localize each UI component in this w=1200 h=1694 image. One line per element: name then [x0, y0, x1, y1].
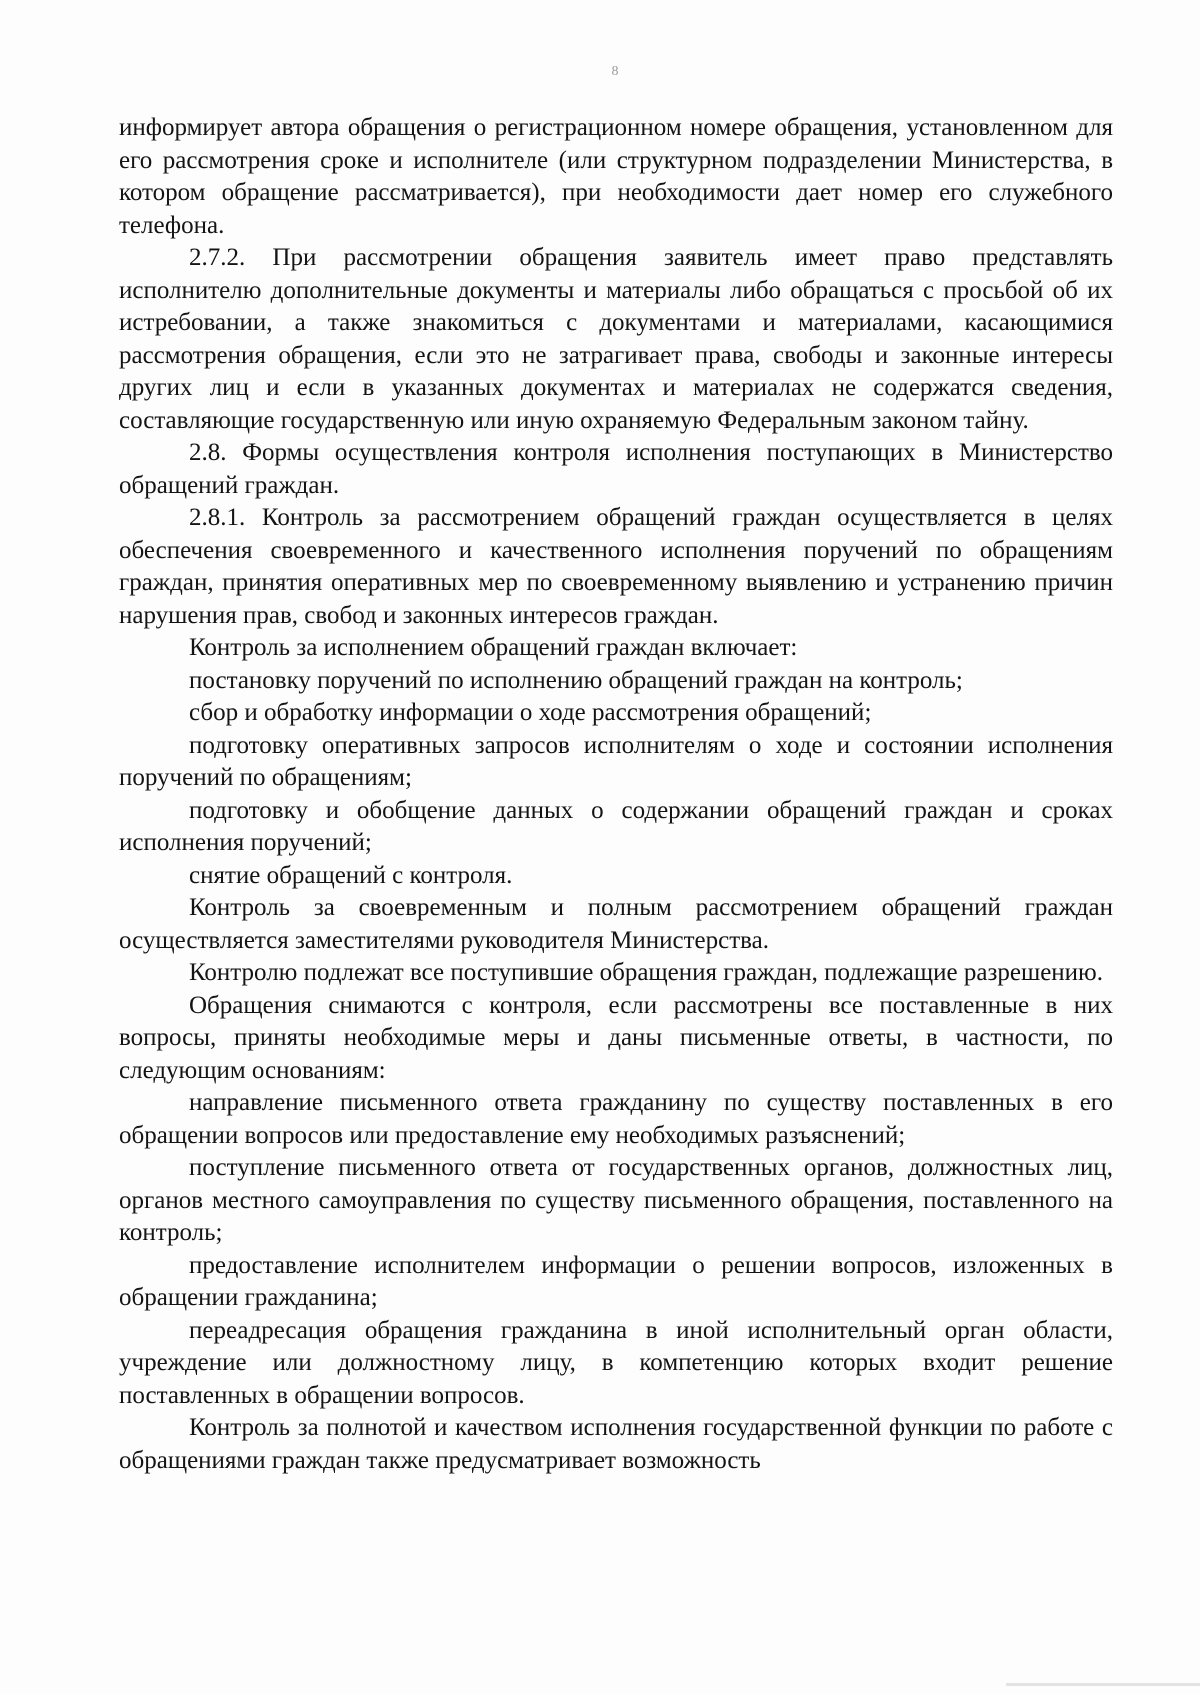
list-item: подготовку и обобщение данных о содержании обращений граждан и сроках исполнения поручений;: [119, 796, 1113, 856]
list-item: направление письменного ответа гражданину по существу поставленных в его обращении вопросов или предоставление ему необходимых разъяснений;: [119, 1089, 1113, 1149]
list-item: постановку поручений по исполнению обращений граждан на контроль;: [189, 666, 963, 694]
paragraph-subject-to-control: Контролю подлежат все поступившие обращения граждан, подлежащие разрешению.: [189, 959, 1103, 986]
document-body: [119, 112, 1113, 1477]
paragraph-removal-from-control: Обращения снимаются с контроля, если рассмотрены все поставленные в них вопросы, приняты необходимые меры и даны письменные ответы, в частности, по следующим основаниям:: [119, 991, 1113, 1084]
paragraph-2-7-2: 2.7.2. При рассмотрении обращения заявитель имеет право представлять исполнителю дополнительные документы и материалы либо обращаться с просьбой об их истребовании, а также знакомиться с документами и материалами, касающимися рассмотрения обращения, если это не затрагивает права, свободы и законные интересы других лиц и если в указанных документах и материалах не содержатся сведения, составляющие государственную или иную охраняемую Федеральным законом тайну.: [119, 244, 1113, 434]
list-item: переадресация обращения гражданина в иной исполнительный орган области, учреждение или должностному лицу, в компетенцию которых входит решение поставленных в обращении вопросов.: [119, 1316, 1113, 1409]
page-number: 8: [611, 64, 619, 79]
list-item: поступление письменного ответа от государственных органов, должностных лиц, органов местного самоуправления по существу письменного обращения, поставленного на контроль;: [119, 1154, 1113, 1246]
paragraph-2-8-1: 2.8.1. Контроль за рассмотрением обращений граждан осуществляется в целях обеспечения своевременного и качественного исполнения поручений по обращениям граждан, принятия оперативных мер по своевременному выявлению и устранению причин нарушения прав, свобод и законных интересов граждан.: [119, 504, 1113, 629]
list-item: сбор и обработку информации о ходе рассмотрения обращений;: [189, 699, 872, 726]
paragraph-quality-control: Контроль за полнотой и качеством исполнения государственной функции по работе с обращениями граждан также предусматривает возможность: [119, 1414, 1113, 1474]
scan-edge-line: [1006, 1683, 1200, 1686]
list-item: подготовку оперативных запросов исполнителям о ходе и состоянии исполнения поручений по обращениям;: [119, 731, 1113, 791]
paragraph-control-includes: Контроль за исполнением обращений граждан включает:: [189, 634, 798, 661]
paragraph-2-8: 2.8. Формы осуществления контроля исполнения поступающих в Министерство обращений граждан.: [119, 439, 1113, 499]
list-item: предоставление исполнителем информации о решении вопросов, изложенных в обращении гражданина;: [119, 1251, 1113, 1311]
list-item: снятие обращений с контроля.: [189, 861, 513, 889]
paragraph-continuation: информирует автора обращения о регистрационном номере обращения, установленном для его рассмотрения сроке и исполнителе (или структурном подразделении Министерства, в котором обращение рассматривается), при необходимости дает номер его служебного телефона.: [119, 114, 1113, 239]
paragraph-deputies-control: Контроль за своевременным и полным рассмотрением обращений граждан осуществляется заместителями руководителя Министерства.: [119, 894, 1113, 954]
